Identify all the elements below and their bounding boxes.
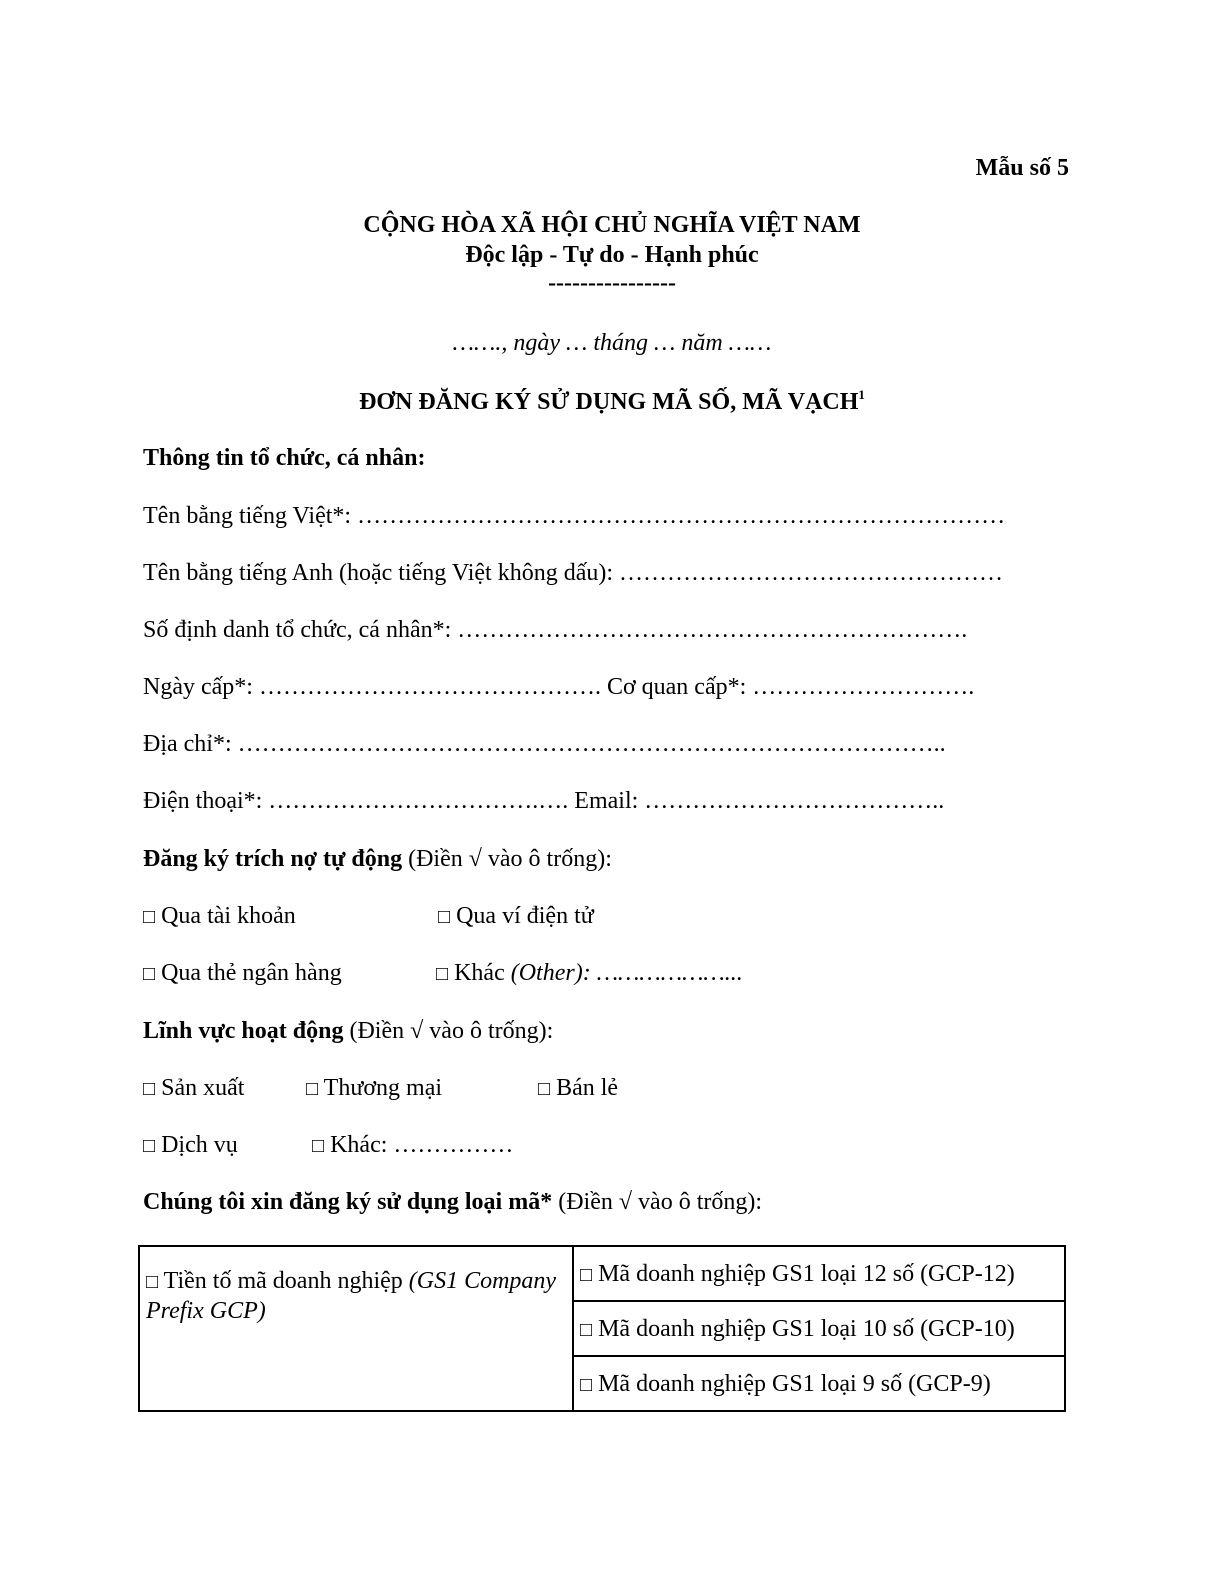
field-option-service-label: Dịch vụ (155, 1132, 238, 1158)
address-field[interactable]: Địa chỉ*: …………………………………………………………………………….. (143, 731, 946, 757)
checkbox-icon[interactable]: □ (306, 1078, 319, 1100)
code-type-table (138, 1245, 1066, 1412)
debit-option-card[interactable] (143, 960, 342, 987)
field-heading (143, 1018, 553, 1045)
motto: Độc lập - Tự do - Hạnh phúc (465, 242, 759, 268)
country-heading: CỘNG HÒA XÃ HỘI CHỦ NGHĨA VIỆT NAM (363, 212, 861, 238)
title-footnote-mark: 1 (858, 387, 865, 402)
debit-option-account[interactable] (143, 903, 296, 930)
org-info-heading: Thông tin tổ chức, cá nhân: (143, 445, 426, 471)
header-divider: ---------------- (548, 270, 676, 296)
field-heading-note: (Điền √ vào ô trống): (343, 1018, 554, 1044)
checkbox-icon[interactable]: □ (580, 1373, 593, 1396)
gcp-9-option[interactable] (573, 1356, 1065, 1411)
gcp-prefix-english: (GS1 Company Prefix GCP) (146, 1268, 557, 1324)
checkbox-icon[interactable]: □ (312, 1135, 325, 1157)
debit-heading-note: (Điền √ vào ô trống): (402, 846, 612, 872)
field-option-retail[interactable] (538, 1075, 618, 1102)
checkbox-icon[interactable]: □ (143, 1078, 156, 1100)
name-en-field[interactable]: Tên bằng tiếng Anh (hoặc tiếng Việt không dấu): ………………………………………… (143, 560, 1004, 586)
gcp-prefix-label: Tiền tố mã doanh nghiệp (158, 1268, 409, 1294)
name-vi-field[interactable]: Tên bằng tiếng Việt*: ……………………………………………………………………… (143, 503, 1006, 529)
checkbox-icon[interactable]: □ (436, 963, 449, 985)
issue-date-authority-field[interactable]: Ngày cấp*: ……………………………………. Cơ quan cấp*: ………………………. (143, 674, 975, 700)
id-number-field[interactable]: Số định danh tổ chức, cá nhân*: ………………………………………………………. (143, 617, 968, 643)
field-option-service[interactable] (143, 1132, 238, 1159)
date-line: ……., ngày … tháng … năm …… (452, 330, 772, 356)
checkbox-icon[interactable]: □ (143, 963, 156, 985)
field-option-retail-label: Bán lẻ (550, 1075, 619, 1101)
checkbox-icon[interactable]: □ (143, 1135, 156, 1157)
document-title-text: ĐƠN ĐĂNG KÝ SỬ DỤNG MÃ SỐ, MÃ VẠCH (359, 389, 859, 415)
checkbox-icon[interactable]: □ (438, 906, 451, 928)
debit-option-account-label: Qua tài khoản (155, 903, 296, 929)
document-title (0, 387, 1224, 416)
code-type-heading (143, 1189, 762, 1216)
checkbox-icon[interactable]: □ (143, 906, 156, 928)
debit-option-card-label: Qua thẻ ngân hàng (155, 960, 342, 986)
debit-heading (143, 846, 612, 873)
debit-option-ewallet-label: Qua ví điện tử (450, 903, 594, 929)
checkbox-icon[interactable]: □ (146, 1271, 159, 1293)
checkbox-icon[interactable]: □ (580, 1318, 593, 1341)
field-option-trade[interactable] (306, 1075, 442, 1102)
field-option-other-label: Khác: …………… (324, 1132, 514, 1158)
gcp-10-label: Mã doanh nghiệp GS1 loại 10 số (GCP-10) (592, 1315, 1015, 1342)
code-type-heading-note: (Điền √ vào ô trống): (552, 1189, 763, 1215)
gcp-prefix-cell[interactable] (139, 1246, 573, 1411)
table-row (139, 1246, 1065, 1301)
phone-email-field[interactable]: Điện thoại*: …………………………….…. Email: ……………………………….. (143, 788, 945, 814)
debit-heading-bold: Đăng ký trích nợ tự động (143, 846, 403, 872)
gcp-12-option[interactable] (573, 1246, 1065, 1301)
field-option-other[interactable] (312, 1132, 513, 1159)
field-heading-bold: Lĩnh vực hoạt động (143, 1018, 344, 1044)
code-type-heading-bold: Chúng tôi xin đăng ký sử dụng loại mã* (143, 1189, 553, 1215)
field-option-trade-label: Thương mại (318, 1075, 443, 1101)
field-option-production[interactable] (143, 1075, 244, 1102)
debit-option-other[interactable] (436, 960, 743, 987)
debit-option-other-label: Khác (448, 960, 511, 986)
debit-option-ewallet[interactable] (438, 903, 594, 930)
checkbox-icon[interactable]: □ (538, 1078, 551, 1100)
form-number: Mẫu số 5 (975, 155, 1069, 181)
gcp-12-label: Mã doanh nghiệp GS1 loại 12 số (GCP-12) (592, 1260, 1015, 1287)
gcp-10-option[interactable] (573, 1301, 1065, 1356)
debit-option-other-field[interactable]: (Other): ………………... (510, 960, 743, 986)
checkbox-icon[interactable]: □ (580, 1263, 593, 1286)
gcp-9-label: Mã doanh nghiệp GS1 loại 9 số (GCP-9) (592, 1370, 991, 1397)
field-option-production-label: Sản xuất (155, 1075, 245, 1101)
